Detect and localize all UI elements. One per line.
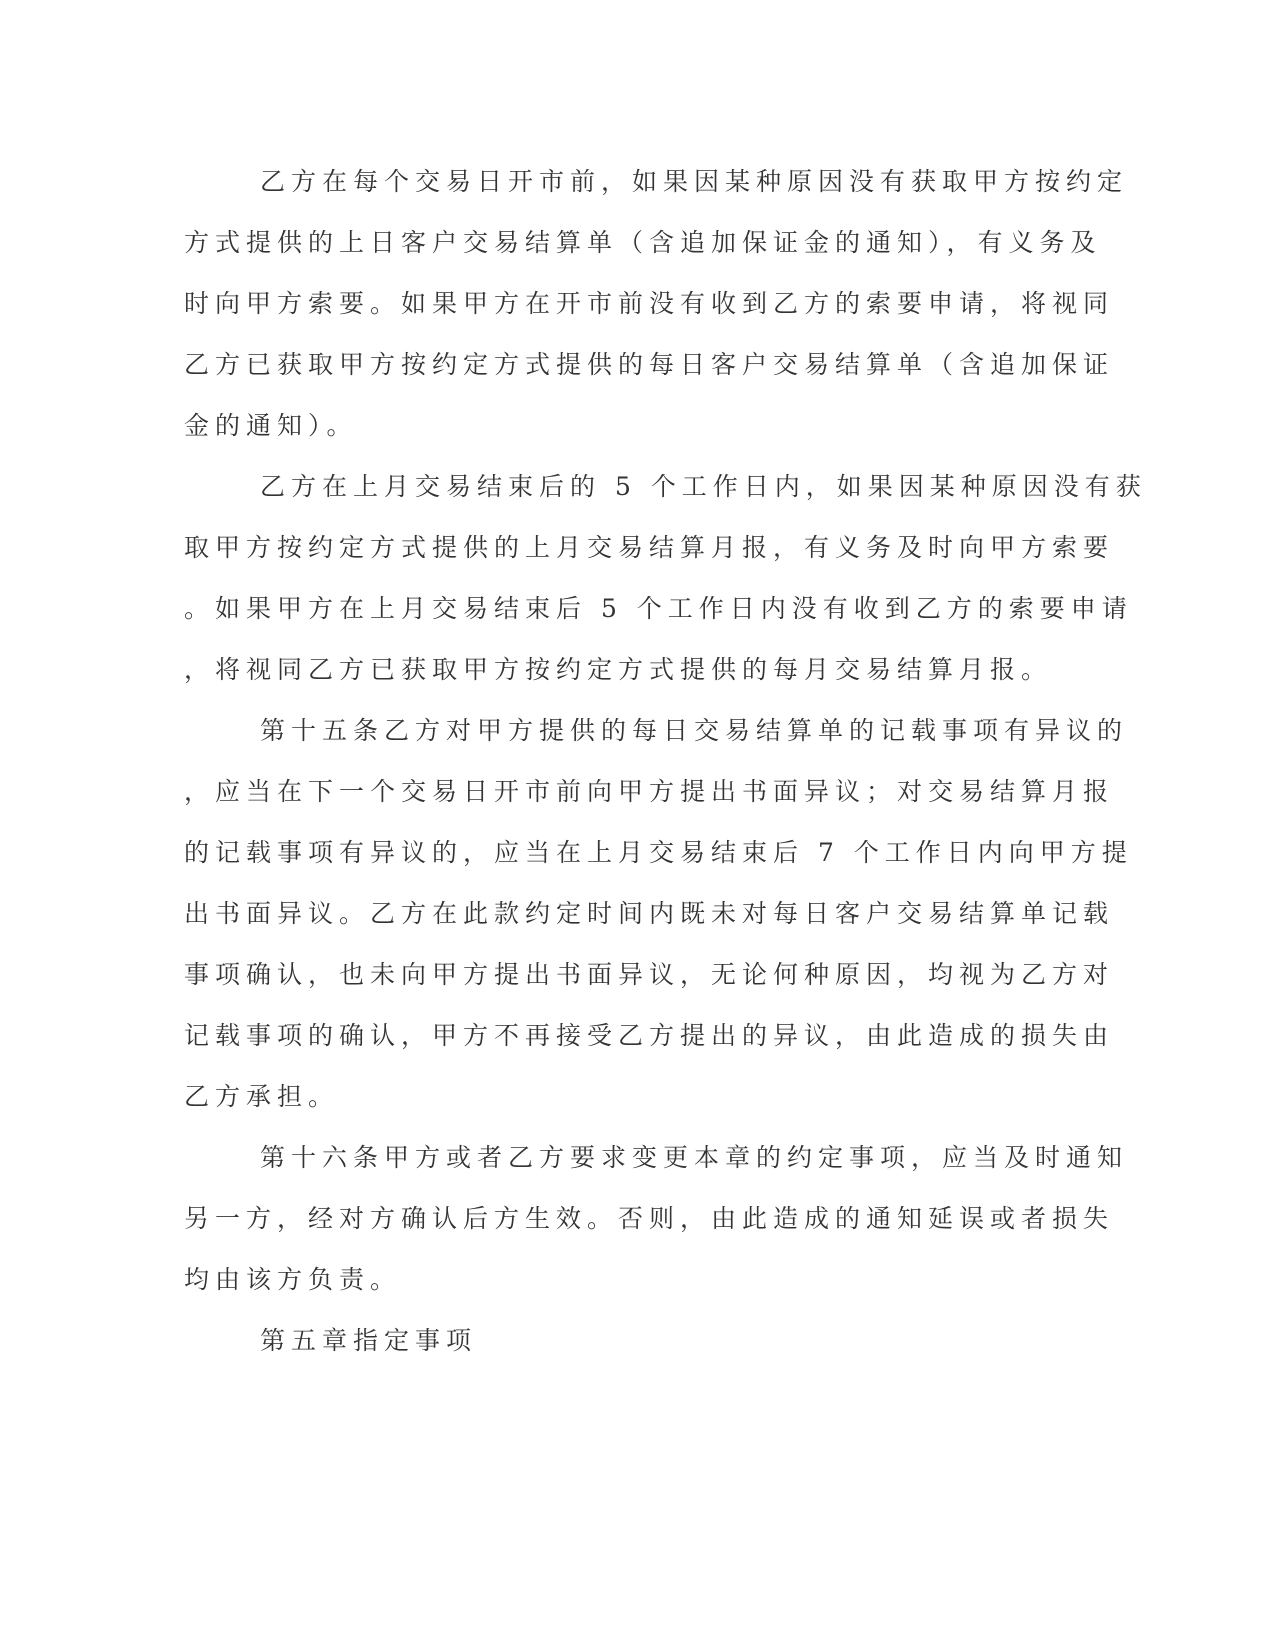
- paragraph-article-16: [184, 1137, 1129, 1320]
- paragraph-settlement-request: [184, 161, 1129, 466]
- text-line: 时向甲方索要。如果甲方在开市前没有收到乙方的索要申请，将视同: [184, 289, 1115, 318]
- text-line: 乙方在上月交易结束后的 5 个工作日内，如果因某种原因没有获: [260, 472, 1147, 501]
- text-line: 的记载事项有异议的，应当在上月交易结束后 7 个工作日内向甲方提: [184, 838, 1133, 867]
- text-line: 出书面异议。乙方在此款约定时间内既未对每日客户交易结算单记载: [184, 899, 1115, 928]
- document-body: [184, 161, 1147, 1381]
- text-line: 另一方，经对方确认后方生效。否则，由此造成的通知延误或者损失: [184, 1204, 1115, 1233]
- text-line: 第十五条乙方对甲方提供的每日交易结算单的记载事项有异议的: [260, 716, 1129, 745]
- text-line: 乙方承担。: [184, 1082, 340, 1111]
- text-line: 事项确认，也未向甲方提出书面异议，无论何种原因，均视为乙方对: [184, 960, 1115, 989]
- paragraph-article-15: [184, 710, 1133, 1137]
- chapter-title: 第五章指定事项: [260, 1326, 478, 1355]
- text-line: ，将视同乙方已获取甲方按约定方式提供的每月交易结算月报。: [184, 655, 1053, 684]
- text-line: 均由该方负责。: [184, 1265, 402, 1294]
- text-line: ，应当在下一个交易日开市前向甲方提出书面异议；对交易结算月报: [184, 777, 1115, 806]
- text-line: 第十六条甲方或者乙方要求变更本章的约定事项，应当及时通知: [260, 1143, 1129, 1172]
- paragraph-monthly-report: [184, 466, 1147, 710]
- chapter-heading: [184, 1320, 1064, 1381]
- text-line: 金的通知）。: [184, 411, 358, 440]
- text-line: 方式提供的上日客户交易结算单（含追加保证金的通知），有义务及: [184, 228, 1102, 257]
- text-line: 取甲方按约定方式提供的上月交易结算月报，有义务及时向甲方索要: [184, 533, 1115, 562]
- text-line: 。如果甲方在上月交易结束后 5 个工作日内没有收到乙方的索要申请: [184, 594, 1133, 623]
- text-line: 乙方在每个交易日开市前，如果因某种原因没有获取甲方按约定: [260, 167, 1129, 196]
- text-line: 乙方已获取甲方按约定方式提供的每日客户交易结算单（含追加保证: [184, 350, 1115, 379]
- text-line: 记载事项的确认，甲方不再接受乙方提出的异议，由此造成的损失由: [184, 1021, 1115, 1050]
